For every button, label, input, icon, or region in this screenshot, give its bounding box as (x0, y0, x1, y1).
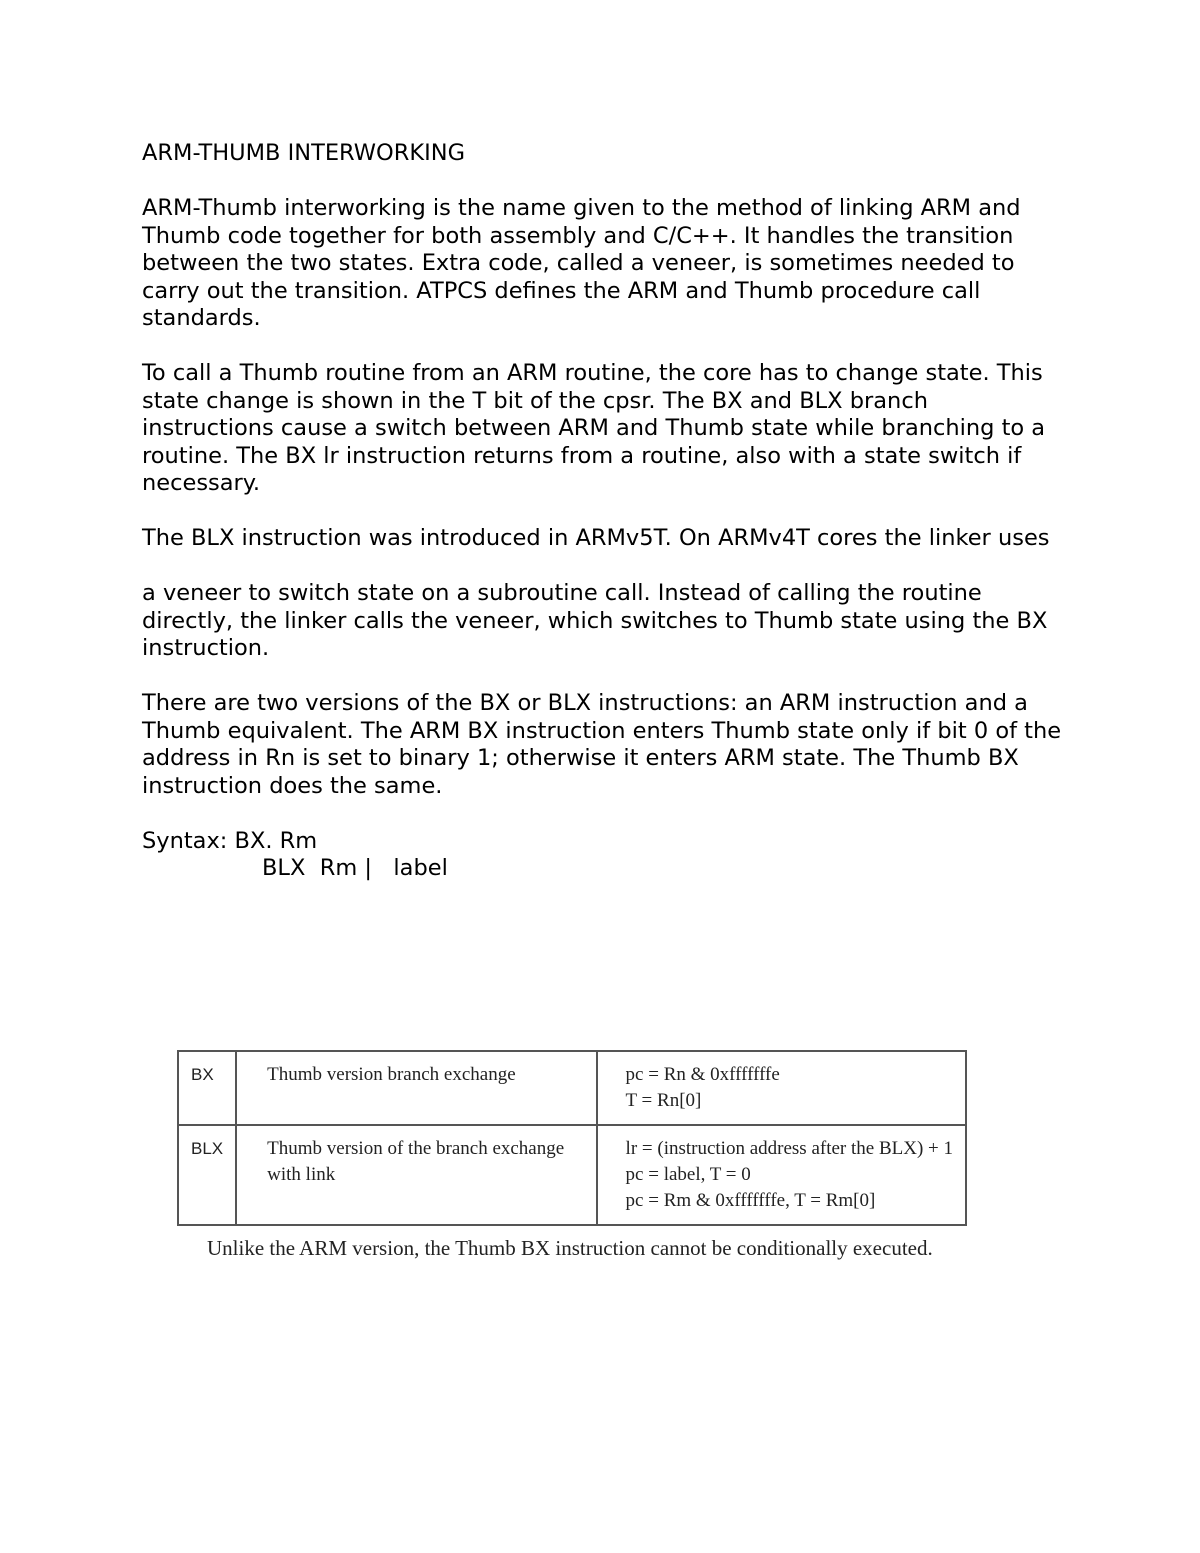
syntax-line-2: BLX Rm | label (262, 855, 448, 881)
table-cell-description: Thumb version of the branch exchange with link (236, 1125, 596, 1225)
table-caption: Unlike the ARM version, the Thumb BX instruction cannot be conditionally executed. (207, 1236, 933, 1260)
paragraph-state-change: To call a Thumb routine from an ARM routine, the core has to change state. This state change is shown in the T bit of the cpsr. The BX and BLX branch instructions cause a switch between ARM and Thumb state while branching to a routine. The BX lr instruction returns from a routine, also with a state switch if necessary. (142, 360, 1046, 496)
paragraph-blx-intro: The BLX instruction was introduced in ARMv5T. On ARMv4T cores the linker uses (142, 525, 1050, 551)
paragraph-versions: There are two versions of the BX or BLX instructions: an ARM instruction and a Thumb equivalent. The ARM BX instruction enters Thumb state only if bit 0 of the address in Rn is set to binary 1; otherwise it enters ARM state. The Thumb BX instruction does the same. (142, 690, 1062, 799)
document-title: ARM-THUMB INTERWORKING (142, 140, 466, 166)
table-row (178, 1125, 966, 1225)
table-row (178, 1051, 966, 1125)
table-cell-mnemonic: BLX (178, 1125, 236, 1225)
instruction-table (177, 1050, 967, 1226)
body-text (142, 140, 1062, 910)
table-cell-semantics (597, 1051, 966, 1125)
table-cell-description: Thumb version branch exchange (236, 1051, 596, 1125)
table-cell-mnemonic: BX (178, 1051, 236, 1125)
semantics-line: lr = (instruction address after the BLX) + 1 (625, 1138, 953, 1159)
semantics-line: T = Rn[0] (625, 1090, 702, 1111)
paragraph-veneer: a veneer to switch state on a subroutine call. Instead of calling the routine directly, the linker calls the veneer, which switches to Thumb state using the BX instruction. (142, 580, 1048, 661)
semantics-line: pc = Rn & 0xfffffffe (625, 1064, 780, 1085)
semantics-line: pc = Rm & 0xfffffffe, T = Rm[0] (625, 1190, 876, 1211)
syntax-line-1: Syntax: BX. Rm (142, 827, 318, 854)
table-cell-semantics (597, 1125, 966, 1225)
paragraph-interworking: ARM-Thumb interworking is the name given to the method of linking ARM and Thumb code together for both assembly and C/C++. It handles the transition between the two states. Extra code, called a veneer, is sometimes needed to carry out the transition. ATPCS defines the ARM and Thumb procedure call standards. (142, 195, 1021, 331)
syntax-block (142, 828, 1062, 883)
semantics-line: pc = label, T = 0 (625, 1164, 751, 1185)
